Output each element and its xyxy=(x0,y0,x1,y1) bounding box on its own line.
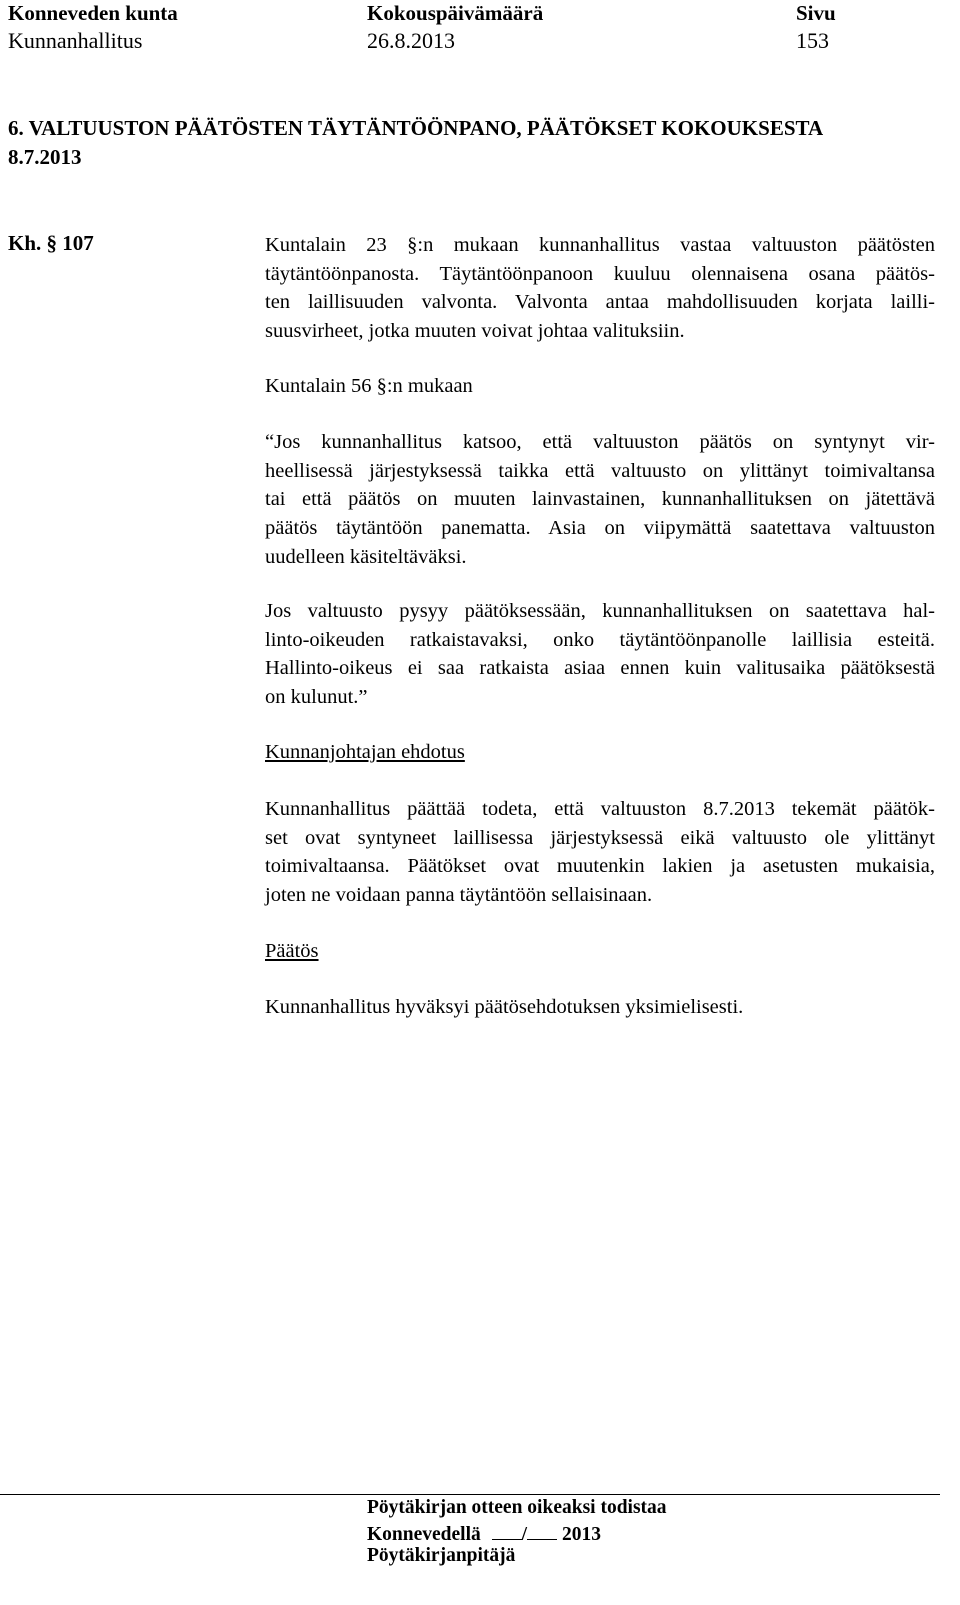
text-line: joten ne voidaan panna täytäntöön sellaisinaan. xyxy=(265,884,653,907)
date-label: Kokouspäivämäärä xyxy=(367,1,544,25)
text-line: set ovat syntyneet laillisessa järjestyksessä eikä valtuusto ole ylittänyt xyxy=(265,826,935,849)
text-line: Kunnanhallitus päättää todeta, että valtuuston 8.7.2013 tekemät päätök- xyxy=(265,798,935,820)
text-line: Hallinto-oikeus ei saa ratkaista asiaa ennen kuin valitusaika päätöksestä xyxy=(265,657,935,680)
text-line: suusvirheet, jotka muuten voivat johtaa valituksiin. xyxy=(265,320,685,343)
day-blank xyxy=(492,1521,522,1540)
decision-paragraph xyxy=(265,993,935,1022)
proposal-paragraph xyxy=(265,795,935,910)
decision-heading: Päätös xyxy=(265,940,319,962)
text-line: päätös täytäntöön panematta. Asia on viipymättä saatettava valtuuston xyxy=(265,517,935,540)
decision-heading-block xyxy=(265,937,935,966)
proposal-heading: Kunnanjohtajan ehdotus xyxy=(265,741,465,763)
section-title-line1: 6. VALTUUSTON PÄÄTÖSTEN TÄYTÄNTÖÖNPANO, PÄÄTÖKSET KOKOUKSESTA xyxy=(8,116,824,140)
text-line: “Jos kunnanhallitus katsoo, että valtuuston päätös on syntynyt vir- xyxy=(265,431,935,453)
quote-paragraph xyxy=(265,428,935,572)
minutes-keeper-label: Pöytäkirjanpitäjä xyxy=(367,1545,516,1566)
paragraph-reference: Kh. § 107 xyxy=(8,231,94,255)
text-line: toimivaltaansa. Päätökset ovat muutenkin lakien ja asetusten mukaisia, xyxy=(265,855,935,878)
date-value: 26.8.2013 xyxy=(367,28,455,53)
page-number: 153 xyxy=(796,28,829,53)
quote-continuation-paragraph xyxy=(265,597,935,712)
text-line: linto-oikeuden ratkaistavaksi, onko täytäntöönpanolle laillisia esteitä. xyxy=(265,628,935,651)
law-reference-paragraph xyxy=(265,372,935,401)
text-line: ten laillisuuden valvonta. Valvonta antaa mahdollisuuden korjata lailli- xyxy=(265,291,935,314)
text-line: uudelleen käsiteltäväksi. xyxy=(265,545,467,568)
text-line: täytäntöönpanosta. Täytäntöönpanoon kuuluu olennaisena osana päätös- xyxy=(265,262,935,285)
text-line: heellisessä järjestyksessä taikka että valtuusto on ylittänyt toimivaltansa xyxy=(265,459,935,482)
text-line: Kuntalain 23 §:n mukaan kunnanhallitus vastaa valtuuston päätösten xyxy=(265,234,935,256)
section-title-line2: 8.7.2013 xyxy=(8,145,82,169)
certification-text: Pöytäkirjan otteen oikeaksi todistaa xyxy=(367,1497,667,1518)
intro-paragraph xyxy=(265,231,935,346)
proposal-heading-block xyxy=(265,738,935,767)
date-separator: / xyxy=(521,1524,528,1545)
footer-divider xyxy=(0,1494,940,1495)
text-line: Jos valtuusto pysyy päätöksessään, kunnanhallituksen on saatettava hal- xyxy=(265,600,935,622)
place-text: Konnevedellä xyxy=(367,1524,481,1545)
text-line: Kuntalain 56 §:n mukaan xyxy=(265,375,473,397)
text-line: tai että päätös on muuten lainvastainen, kunnanhallituksen on jätettävä xyxy=(265,488,935,511)
org-value: Kunnanhallitus xyxy=(8,28,143,53)
org-label: Konneveden kunta xyxy=(8,1,178,25)
text-line: on kulunut.” xyxy=(265,686,368,709)
month-blank xyxy=(527,1521,557,1540)
certification-place-date xyxy=(367,1521,601,1546)
year-text: 2013 xyxy=(561,1524,601,1545)
page-label: Sivu xyxy=(796,1,836,25)
text-line: Kunnanhallitus hyväksyi päätösehdotuksen yksimielisesti. xyxy=(265,996,744,1018)
